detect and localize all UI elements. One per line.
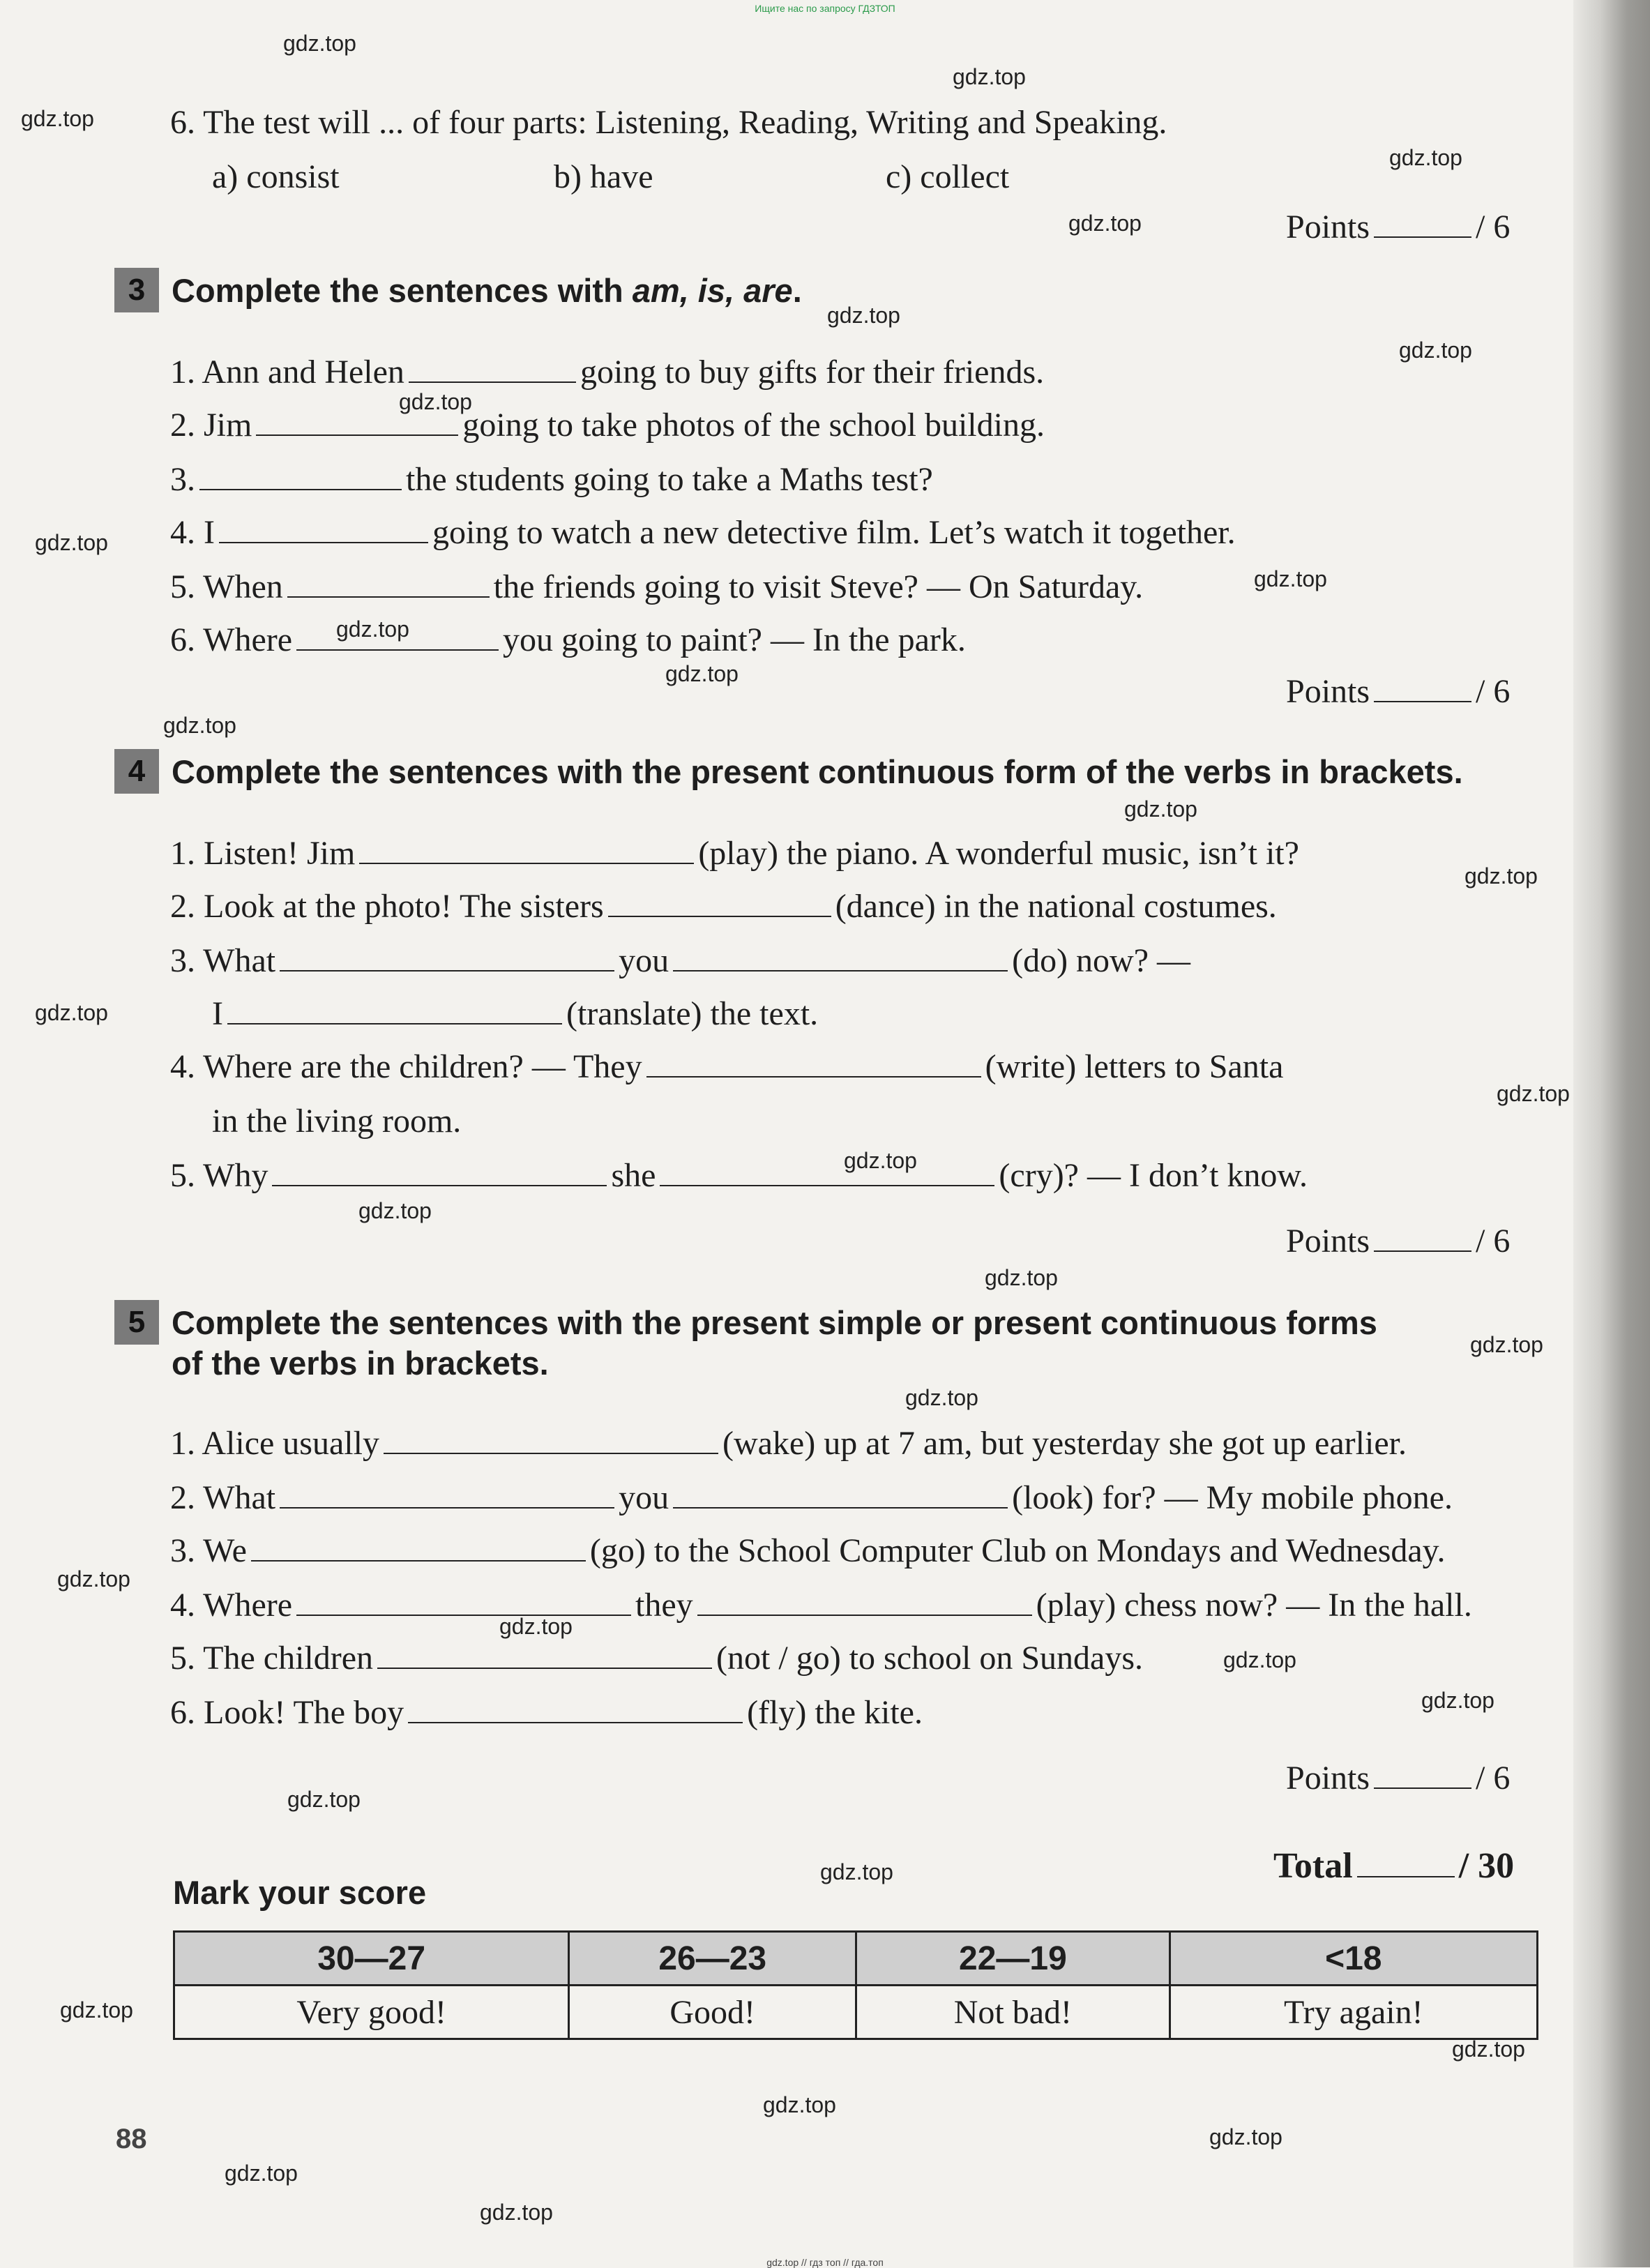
watermark: gdz.top [283,31,356,56]
points-ex4 [1286,1222,1510,1260]
watermark: gdz.top [827,303,900,328]
ex5-sentence-4 [170,1589,1472,1622]
option-c: c) collect [886,158,1010,195]
sentence-end: (translate) the text. [566,995,819,1032]
ex3-title-emphasis: am, is, are [632,272,793,309]
watermark: gdz.top [1254,566,1327,591]
sentence-middle: they [635,1587,693,1624]
sentence-end: (fly) the kite. [747,1694,923,1731]
exercise-5-title-line-1: Complete the sentences with the present simple or present continuous forms [172,1304,1377,1341]
sentence-start: 2. Look at the photo! The sisters [170,888,604,925]
total-max: / 30 [1458,1846,1515,1886]
answer-blank[interactable] [384,1449,718,1454]
watermark: gdz.top [844,1148,917,1173]
watermark: gdz.top [57,1566,130,1592]
answer-blank[interactable] [673,966,1008,972]
sentence-start: 4. Where are the children? — They [170,1048,642,1085]
ex5-sentence-6 [170,1696,923,1730]
ex3-sentence-6 [170,623,966,657]
answer-blank[interactable] [256,430,458,436]
watermark: gdz.top [763,2092,836,2117]
points-blank[interactable] [1374,232,1471,238]
answer-blank[interactable] [408,1718,743,1723]
watermark: gdz.top [60,1997,133,2023]
page-number: 88 [116,2124,147,2154]
sentence-end: (do) now? — [1012,942,1191,979]
sentence-start: 3. What [170,942,276,979]
points-ex2 [1286,208,1510,246]
score-label: Very good! [174,1986,569,2039]
ex3-sentence-3 [170,463,933,497]
exercise-5-title-line-2: of the verbs in brackets. [172,1345,549,1382]
watermark: gdz.top [1389,145,1462,170]
watermark: gdz.top [287,1787,361,1812]
ex3-title-end: . [792,272,802,309]
watermark: gdz.top [1223,1647,1296,1672]
sentence-end: (go) to the School Computer Club on Mondays and Wednesday. [589,1532,1446,1569]
sentence-start: 4. Where [170,1587,293,1624]
ex4-sentence-3b [212,997,818,1031]
score-range: <18 [1170,1932,1537,1986]
ex5-sentence-5 [170,1642,1143,1675]
answer-blank[interactable] [219,538,428,543]
option-b: b) have [554,158,653,195]
ex3-title-text: Complete the sentences with [172,272,633,309]
sentence-start: 6. Where [170,621,293,658]
watermark: gdz.top [1209,2124,1282,2149]
points-max: / 6 [1476,673,1511,710]
score-range: 30—27 [174,1932,569,1986]
exercise-3-badge: 3 [114,268,159,312]
answer-blank[interactable] [646,1072,981,1078]
top-note: Ищите нас по запросу ГДЗТОП [755,3,895,14]
answer-blank[interactable] [227,1019,562,1025]
sentence-start: 6. Look! The boy [170,1694,404,1731]
watermark: gdz.top [336,617,409,642]
sentence-end: (look) for? — My mobile phone. [1012,1479,1453,1516]
ex4-sentence-1 [170,837,1299,870]
watermark: gdz.top [480,2200,553,2225]
points-blank[interactable] [1374,1246,1471,1252]
answer-blank[interactable] [673,1503,1008,1509]
watermark: gdz.top [499,1614,573,1639]
answer-blank[interactable] [296,645,499,651]
exercise-5-badge: 5 [114,1300,159,1345]
ex5-sentence-2 [170,1481,1453,1515]
sentence-start: 3. We [170,1532,247,1569]
sentence-start: 5. When [170,568,283,605]
watermark: gdz.top [399,389,472,414]
score-table-title: Mark your score [173,1874,427,1911]
sentence-end: you going to paint? — In the park. [503,621,966,658]
points-blank[interactable] [1374,697,1471,702]
sentence-start: 1. Alice usually [170,1425,379,1462]
ex3-sentence-1 [170,356,1044,389]
total-score [1273,1845,1514,1887]
answer-blank[interactable] [660,1181,994,1186]
points-label: Points [1286,673,1370,710]
watermark: gdz.top [35,530,108,555]
sentence-end: (write) letters to Santa [985,1048,1284,1085]
answer-blank[interactable] [296,1610,631,1616]
watermark: gdz.top [1399,338,1472,363]
watermark: gdz.top [1124,796,1197,822]
sentence-end: (not / go) to school on Sundays. [716,1640,1144,1677]
watermark: gdz.top [21,106,94,131]
total-blank[interactable] [1357,1872,1455,1877]
ex3-sentence-4 [170,516,1236,550]
sentence-end: the friends going to visit Steve? — On Saturday. [493,568,1144,605]
answer-blank[interactable] [697,1610,1032,1616]
score-label: Try again! [1170,1986,1537,2039]
exercise-4-badge: 4 [114,749,159,794]
score-label: Not bad! [856,1986,1170,2039]
sentence-start: 5. The children [170,1640,374,1677]
exercise-4-title: Complete the sentences with the present continuous form of the verbs in brackets. [172,753,1463,790]
points-max: / 6 [1476,209,1511,245]
points-ex3 [1286,672,1510,711]
points-max: / 6 [1476,1223,1511,1260]
watermark: gdz.top [1470,1332,1543,1357]
sentence-start: 2. Jim [170,407,252,444]
sentence-end: going to watch a new detective film. Let’s watch it together. [432,514,1236,551]
watermark: gdz.top [35,1000,108,1025]
sentence-end: (play) chess now? — In the hall. [1036,1587,1472,1624]
sentence-middle: you [619,942,669,979]
score-label: Good! [569,1986,856,2039]
question-6-text: 6. The test will ... of four parts: Listening, Reading, Writing and Speaking. [170,104,1167,141]
sentence-start: 4. I [170,514,215,551]
watermark: gdz.top [820,1859,893,1884]
question-6 [170,106,1167,139]
sentence-middle: she [611,1157,656,1194]
sentence-start: 5. Why [170,1157,268,1194]
answer-blank[interactable] [272,1181,607,1186]
page-edge-shadow [1573,0,1650,2267]
sentence-end: (cry)? — I don’t know. [999,1157,1308,1194]
watermark: gdz.top [358,1198,432,1223]
points-ex5 [1286,1759,1510,1797]
watermark: gdz.top [953,64,1026,89]
sentence-start: 3. [170,461,195,498]
ex4-sentence-5 [170,1159,1308,1193]
score-table [173,1930,1538,2040]
points-label: Points [1286,209,1370,245]
sentence-start: 1. Ann and Helen [170,354,404,391]
points-label: Points [1286,1223,1370,1260]
ex3-sentence-2 [170,409,1045,442]
watermark: gdz.top [1421,1688,1494,1713]
watermark: gdz.top [225,2161,298,2186]
watermark: gdz.top [1452,2036,1525,2062]
answer-blank[interactable] [287,592,490,598]
sentence-end: the students going to take a Maths test? [406,461,933,498]
ex4-sentence-4b: in the living room. [212,1103,462,1140]
sentence-start: 1. Listen! Jim [170,835,356,872]
answer-blank[interactable] [608,912,831,917]
sentence-end: going to take photos of the school building. [462,407,1045,444]
watermark: gdz.top [1068,211,1142,236]
score-ranges-row [174,1932,1538,1986]
sentence-start: I [212,995,223,1032]
points-max: / 6 [1476,1760,1511,1797]
watermark: gdz.top [905,1385,978,1410]
score-range: 22—19 [856,1932,1170,1986]
answer-blank[interactable] [280,966,614,972]
watermark: gdz.top [665,661,739,686]
ex5-sentence-1 [170,1427,1407,1460]
sentence-start: 2. What [170,1479,276,1516]
points-blank[interactable] [1374,1783,1471,1789]
watermark: gdz.top [163,713,236,738]
score-labels-row [174,1986,1538,2039]
watermark: gdz.top [1464,863,1538,889]
watermark: gdz.top [1497,1081,1570,1106]
ex3-sentence-5 [170,570,1143,604]
exercise-3-title [172,271,802,311]
watermark: gdz.top [985,1265,1058,1290]
sentence-end: going to buy gifts for their friends. [580,354,1045,391]
points-label: Points [1286,1760,1370,1797]
answer-blank[interactable] [409,377,576,383]
ex4-sentence-4 [170,1050,1283,1084]
answer-blank[interactable] [199,485,402,490]
sentence-end: (play) the piano. A wonderful music, isn’t it? [698,835,1299,872]
answer-blank[interactable] [280,1503,614,1509]
sentence-middle: you [619,1479,669,1516]
sentence-end: (wake) up at 7 am, but yesterday she got up earlier. [722,1425,1407,1462]
ex5-sentence-3 [170,1534,1446,1568]
ex4-sentence-3 [170,944,1190,978]
answer-blank[interactable] [359,859,694,864]
answer-blank[interactable] [377,1663,712,1669]
answer-blank[interactable] [251,1556,586,1562]
ex4-sentence-2 [170,890,1277,923]
bottom-note: gdz.top // гдз топ // гда.топ [766,2257,884,2268]
sentence-end: (dance) in the national costumes. [835,888,1277,925]
option-a: a) consist [212,158,340,195]
score-range: 26—23 [569,1932,856,1986]
total-label: Total [1273,1846,1353,1886]
